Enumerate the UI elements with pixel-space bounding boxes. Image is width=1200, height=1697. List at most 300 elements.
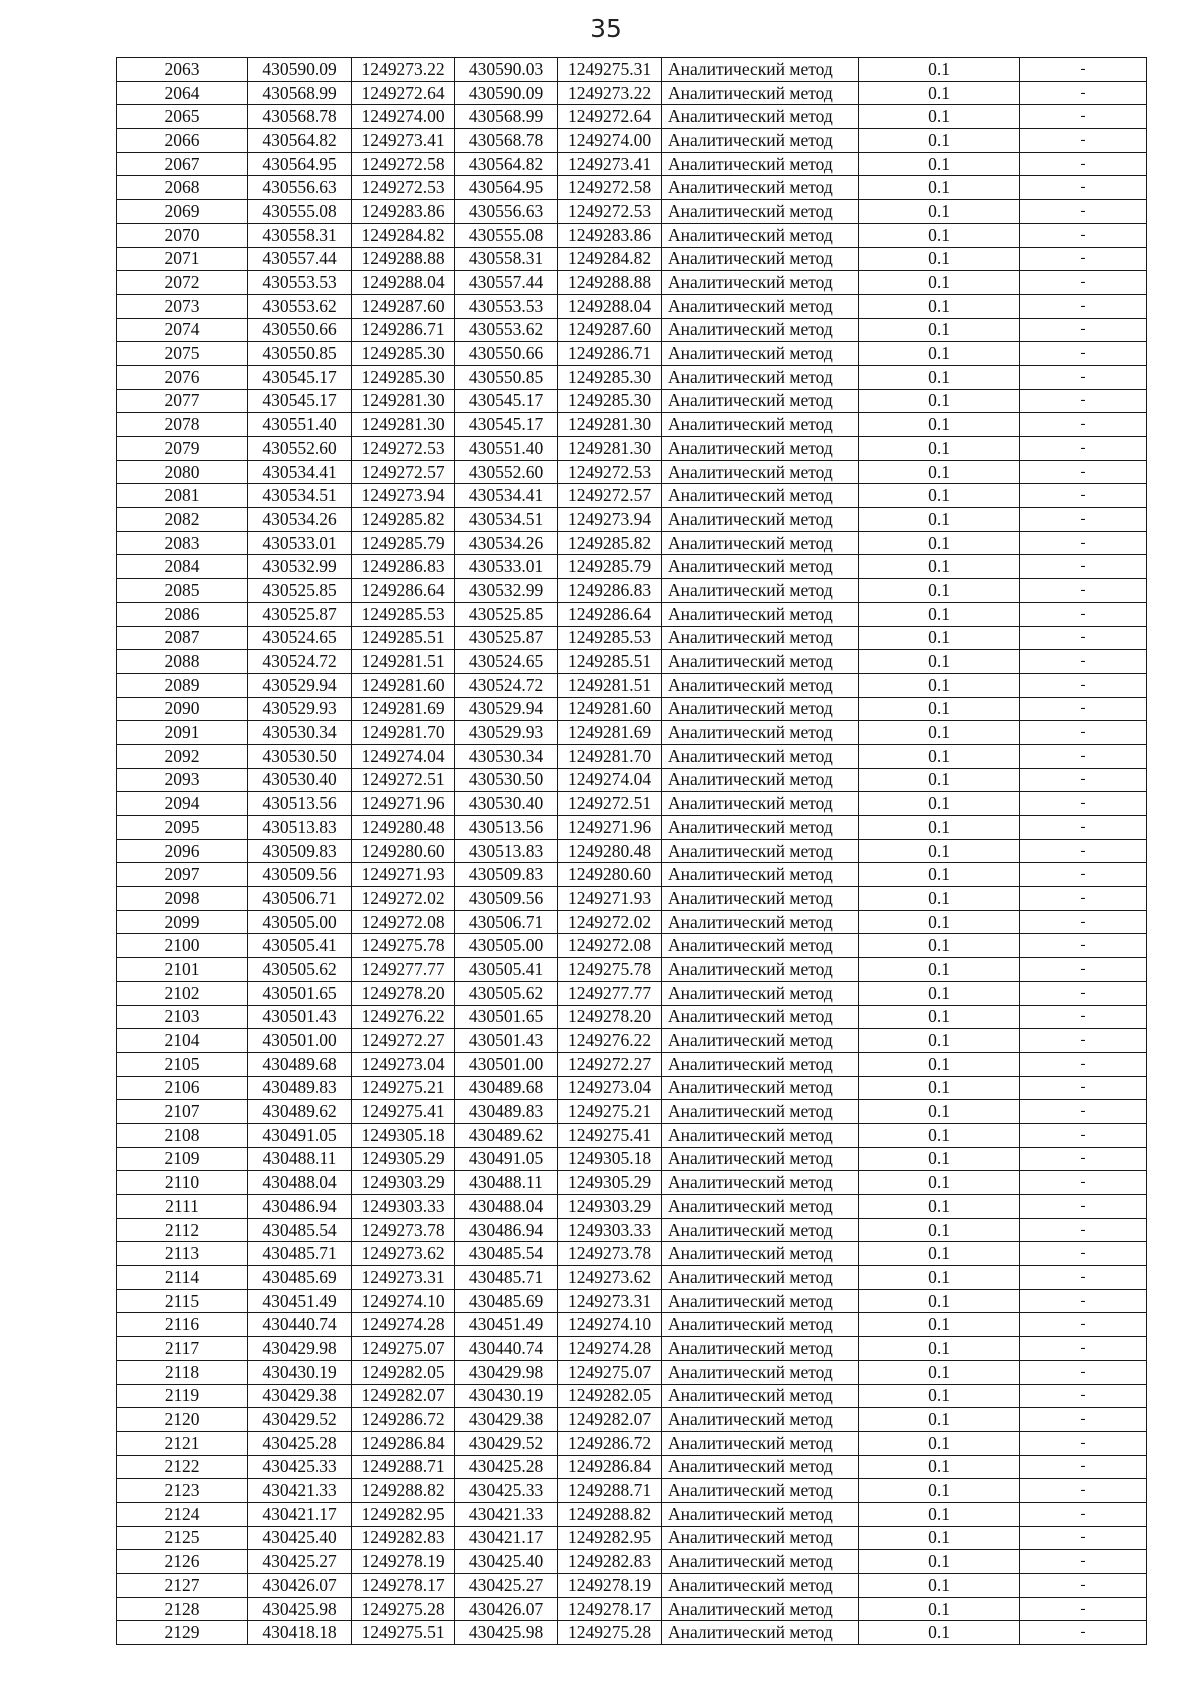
prev-x-coordinate-cell: 430545.17 xyxy=(455,413,558,437)
point-number-cell: 2093 xyxy=(117,768,248,792)
accuracy-cell: 0.1 xyxy=(859,1218,1020,1242)
page-number: 35 xyxy=(590,14,622,43)
accuracy-cell: 0.1 xyxy=(859,437,1020,461)
prev-y-coordinate-cell: 1249288.71 xyxy=(558,1479,662,1503)
point-number-cell: 2121 xyxy=(117,1431,248,1455)
prev-y-coordinate-cell: 1249273.22 xyxy=(558,81,662,105)
y-coordinate-cell: 1249275.07 xyxy=(352,1337,455,1361)
y-coordinate-cell: 1249275.51 xyxy=(352,1621,455,1645)
x-coordinate-cell: 430505.62 xyxy=(248,958,352,982)
accuracy-cell: 0.1 xyxy=(859,81,1020,105)
accuracy-cell: 0.1 xyxy=(859,176,1020,200)
accuracy-cell: 0.1 xyxy=(859,1574,1020,1598)
y-coordinate-cell: 1249273.04 xyxy=(352,1052,455,1076)
y-coordinate-cell: 1249287.60 xyxy=(352,294,455,318)
note-cell: - xyxy=(1020,744,1147,768)
prev-x-coordinate-cell: 430429.38 xyxy=(455,1408,558,1432)
x-coordinate-cell: 430488.11 xyxy=(248,1147,352,1171)
table-row xyxy=(117,81,1147,105)
y-coordinate-cell: 1249285.79 xyxy=(352,531,455,555)
prev-x-coordinate-cell: 430425.33 xyxy=(455,1479,558,1503)
prev-y-coordinate-cell: 1249272.53 xyxy=(558,200,662,224)
prev-x-coordinate-cell: 430429.98 xyxy=(455,1360,558,1384)
method-cell: Аналитический метод xyxy=(662,1360,859,1384)
x-coordinate-cell: 430534.41 xyxy=(248,460,352,484)
y-coordinate-cell: 1249284.82 xyxy=(352,223,455,247)
prev-x-coordinate-cell: 430489.83 xyxy=(455,1100,558,1124)
prev-x-coordinate-cell: 430513.56 xyxy=(455,816,558,840)
method-cell: Аналитический метод xyxy=(662,579,859,603)
table-row xyxy=(117,1266,1147,1290)
x-coordinate-cell: 430530.34 xyxy=(248,721,352,745)
prev-y-coordinate-cell: 1249305.18 xyxy=(558,1147,662,1171)
method-cell: Аналитический метод xyxy=(662,1574,859,1598)
prev-x-coordinate-cell: 430564.95 xyxy=(455,176,558,200)
prev-y-coordinate-cell: 1249271.96 xyxy=(558,816,662,840)
accuracy-cell: 0.1 xyxy=(859,271,1020,295)
note-cell: - xyxy=(1020,176,1147,200)
y-coordinate-cell: 1249274.00 xyxy=(352,105,455,129)
point-number-cell: 2126 xyxy=(117,1550,248,1574)
accuracy-cell: 0.1 xyxy=(859,579,1020,603)
accuracy-cell: 0.1 xyxy=(859,1526,1020,1550)
prev-x-coordinate-cell: 430425.40 xyxy=(455,1550,558,1574)
prev-y-coordinate-cell: 1249281.69 xyxy=(558,721,662,745)
y-coordinate-cell: 1249285.30 xyxy=(352,365,455,389)
note-cell: - xyxy=(1020,981,1147,1005)
x-coordinate-cell: 430505.41 xyxy=(248,934,352,958)
prev-x-coordinate-cell: 430421.17 xyxy=(455,1526,558,1550)
method-cell: Аналитический метод xyxy=(662,1313,859,1337)
table-row xyxy=(117,816,1147,840)
method-cell: Аналитический метод xyxy=(662,816,859,840)
table-row xyxy=(117,1076,1147,1100)
prev-x-coordinate-cell: 430550.85 xyxy=(455,365,558,389)
table-row xyxy=(117,1337,1147,1361)
prev-x-coordinate-cell: 430425.28 xyxy=(455,1455,558,1479)
note-cell: - xyxy=(1020,508,1147,532)
point-number-cell: 2128 xyxy=(117,1597,248,1621)
method-cell: Аналитический метод xyxy=(662,1384,859,1408)
accuracy-cell: 0.1 xyxy=(859,1123,1020,1147)
method-cell: Аналитический метод xyxy=(662,1479,859,1503)
table-row xyxy=(117,555,1147,579)
method-cell: Аналитический метод xyxy=(662,1242,859,1266)
accuracy-cell: 0.1 xyxy=(859,105,1020,129)
prev-y-coordinate-cell: 1249282.83 xyxy=(558,1550,662,1574)
method-cell: Аналитический метод xyxy=(662,887,859,911)
method-cell: Аналитический метод xyxy=(662,626,859,650)
prev-x-coordinate-cell: 430590.03 xyxy=(455,58,558,82)
prev-x-coordinate-cell: 430534.41 xyxy=(455,484,558,508)
y-coordinate-cell: 1249282.95 xyxy=(352,1502,455,1526)
y-coordinate-cell: 1249285.82 xyxy=(352,508,455,532)
accuracy-cell: 0.1 xyxy=(859,1100,1020,1124)
prev-y-coordinate-cell: 1249281.60 xyxy=(558,697,662,721)
method-cell: Аналитический метод xyxy=(662,792,859,816)
table-row xyxy=(117,342,1147,366)
x-coordinate-cell: 430568.78 xyxy=(248,105,352,129)
method-cell: Аналитический метод xyxy=(662,1289,859,1313)
method-cell: Аналитический метод xyxy=(662,176,859,200)
method-cell: Аналитический метод xyxy=(662,58,859,82)
x-coordinate-cell: 430486.94 xyxy=(248,1195,352,1219)
x-coordinate-cell: 430509.56 xyxy=(248,863,352,887)
x-coordinate-cell: 430529.93 xyxy=(248,697,352,721)
point-number-cell: 2094 xyxy=(117,792,248,816)
table-row xyxy=(117,413,1147,437)
y-coordinate-cell: 1249286.71 xyxy=(352,318,455,342)
prev-y-coordinate-cell: 1249276.22 xyxy=(558,1029,662,1053)
accuracy-cell: 0.1 xyxy=(859,744,1020,768)
y-coordinate-cell: 1249273.22 xyxy=(352,58,455,82)
prev-x-coordinate-cell: 430525.87 xyxy=(455,626,558,650)
accuracy-cell: 0.1 xyxy=(859,223,1020,247)
prev-y-coordinate-cell: 1249281.30 xyxy=(558,413,662,437)
y-coordinate-cell: 1249273.94 xyxy=(352,484,455,508)
x-coordinate-cell: 430426.07 xyxy=(248,1574,352,1598)
table-row xyxy=(117,1029,1147,1053)
y-coordinate-cell: 1249281.70 xyxy=(352,721,455,745)
table-row xyxy=(117,1360,1147,1384)
y-coordinate-cell: 1249275.28 xyxy=(352,1597,455,1621)
method-cell: Аналитический метод xyxy=(662,981,859,1005)
prev-y-coordinate-cell: 1249288.82 xyxy=(558,1502,662,1526)
point-number-cell: 2106 xyxy=(117,1076,248,1100)
method-cell: Аналитический метод xyxy=(662,1431,859,1455)
accuracy-cell: 0.1 xyxy=(859,792,1020,816)
accuracy-cell: 0.1 xyxy=(859,1621,1020,1645)
x-coordinate-cell: 430532.99 xyxy=(248,555,352,579)
prev-y-coordinate-cell: 1249280.48 xyxy=(558,839,662,863)
point-number-cell: 2112 xyxy=(117,1218,248,1242)
prev-x-coordinate-cell: 430524.72 xyxy=(455,673,558,697)
prev-x-coordinate-cell: 430485.71 xyxy=(455,1266,558,1290)
accuracy-cell: 0.1 xyxy=(859,1313,1020,1337)
x-coordinate-cell: 430425.33 xyxy=(248,1455,352,1479)
table-row xyxy=(117,650,1147,674)
note-cell: - xyxy=(1020,1597,1147,1621)
accuracy-cell: 0.1 xyxy=(859,1360,1020,1384)
x-coordinate-cell: 430525.85 xyxy=(248,579,352,603)
note-cell: - xyxy=(1020,1100,1147,1124)
note-cell: - xyxy=(1020,365,1147,389)
note-cell: - xyxy=(1020,1337,1147,1361)
table-row xyxy=(117,697,1147,721)
prev-x-coordinate-cell: 430545.17 xyxy=(455,389,558,413)
prev-x-coordinate-cell: 430488.04 xyxy=(455,1195,558,1219)
accuracy-cell: 0.1 xyxy=(859,768,1020,792)
accuracy-cell: 0.1 xyxy=(859,294,1020,318)
x-coordinate-cell: 430555.08 xyxy=(248,200,352,224)
point-number-cell: 2111 xyxy=(117,1195,248,1219)
table-row xyxy=(117,1384,1147,1408)
x-coordinate-cell: 430530.40 xyxy=(248,768,352,792)
point-number-cell: 2066 xyxy=(117,129,248,153)
method-cell: Аналитический метод xyxy=(662,1526,859,1550)
prev-y-coordinate-cell: 1249282.05 xyxy=(558,1384,662,1408)
table-row xyxy=(117,1052,1147,1076)
table-row xyxy=(117,152,1147,176)
method-cell: Аналитический метод xyxy=(662,1147,859,1171)
point-number-cell: 2077 xyxy=(117,389,248,413)
prev-x-coordinate-cell: 430485.69 xyxy=(455,1289,558,1313)
point-number-cell: 2064 xyxy=(117,81,248,105)
note-cell: - xyxy=(1020,555,1147,579)
point-number-cell: 2074 xyxy=(117,318,248,342)
x-coordinate-cell: 430421.33 xyxy=(248,1479,352,1503)
note-cell: - xyxy=(1020,1479,1147,1503)
note-cell: - xyxy=(1020,1550,1147,1574)
table-row xyxy=(117,1597,1147,1621)
table-row xyxy=(117,389,1147,413)
method-cell: Аналитический метод xyxy=(662,910,859,934)
method-cell: Аналитический метод xyxy=(662,247,859,271)
y-coordinate-cell: 1249271.96 xyxy=(352,792,455,816)
prev-x-coordinate-cell: 430556.63 xyxy=(455,200,558,224)
method-cell: Аналитический метод xyxy=(662,1455,859,1479)
prev-x-coordinate-cell: 430501.00 xyxy=(455,1052,558,1076)
y-coordinate-cell: 1249273.78 xyxy=(352,1218,455,1242)
note-cell: - xyxy=(1020,1621,1147,1645)
prev-y-coordinate-cell: 1249281.70 xyxy=(558,744,662,768)
x-coordinate-cell: 430557.44 xyxy=(248,247,352,271)
point-number-cell: 2129 xyxy=(117,1621,248,1645)
table-row xyxy=(117,58,1147,82)
accuracy-cell: 0.1 xyxy=(859,1455,1020,1479)
prev-y-coordinate-cell: 1249285.30 xyxy=(558,365,662,389)
table-row xyxy=(117,508,1147,532)
point-number-cell: 2063 xyxy=(117,58,248,82)
note-cell: - xyxy=(1020,697,1147,721)
x-coordinate-cell: 430564.95 xyxy=(248,152,352,176)
point-number-cell: 2073 xyxy=(117,294,248,318)
y-coordinate-cell: 1249286.72 xyxy=(352,1408,455,1432)
x-coordinate-cell: 430556.63 xyxy=(248,176,352,200)
accuracy-cell: 0.1 xyxy=(859,1597,1020,1621)
table-row xyxy=(117,1218,1147,1242)
prev-x-coordinate-cell: 430555.08 xyxy=(455,223,558,247)
accuracy-cell: 0.1 xyxy=(859,413,1020,437)
x-coordinate-cell: 430524.65 xyxy=(248,626,352,650)
note-cell: - xyxy=(1020,1360,1147,1384)
note-cell: - xyxy=(1020,721,1147,745)
method-cell: Аналитический метод xyxy=(662,697,859,721)
x-coordinate-cell: 430425.40 xyxy=(248,1526,352,1550)
method-cell: Аналитический метод xyxy=(662,508,859,532)
x-coordinate-cell: 430509.83 xyxy=(248,839,352,863)
prev-y-coordinate-cell: 1249287.60 xyxy=(558,318,662,342)
accuracy-cell: 0.1 xyxy=(859,1502,1020,1526)
y-coordinate-cell: 1249281.30 xyxy=(352,389,455,413)
note-cell: - xyxy=(1020,342,1147,366)
method-cell: Аналитический метод xyxy=(662,1337,859,1361)
method-cell: Аналитический метод xyxy=(662,318,859,342)
point-number-cell: 2101 xyxy=(117,958,248,982)
note-cell: - xyxy=(1020,958,1147,982)
note-cell: - xyxy=(1020,1147,1147,1171)
prev-x-coordinate-cell: 430501.43 xyxy=(455,1029,558,1053)
y-coordinate-cell: 1249281.30 xyxy=(352,413,455,437)
x-coordinate-cell: 430501.43 xyxy=(248,1005,352,1029)
note-cell: - xyxy=(1020,579,1147,603)
note-cell: - xyxy=(1020,1455,1147,1479)
y-coordinate-cell: 1249282.83 xyxy=(352,1526,455,1550)
point-number-cell: 2067 xyxy=(117,152,248,176)
table-row xyxy=(117,437,1147,461)
method-cell: Аналитический метод xyxy=(662,863,859,887)
prev-y-coordinate-cell: 1249303.29 xyxy=(558,1195,662,1219)
y-coordinate-cell: 1249272.51 xyxy=(352,768,455,792)
table-row xyxy=(117,673,1147,697)
y-coordinate-cell: 1249273.31 xyxy=(352,1266,455,1290)
x-coordinate-cell: 430430.19 xyxy=(248,1360,352,1384)
accuracy-cell: 0.1 xyxy=(859,1076,1020,1100)
prev-y-coordinate-cell: 1249286.71 xyxy=(558,342,662,366)
prev-y-coordinate-cell: 1249278.19 xyxy=(558,1574,662,1598)
table-row xyxy=(117,910,1147,934)
table-row xyxy=(117,200,1147,224)
prev-x-coordinate-cell: 430425.27 xyxy=(455,1574,558,1598)
accuracy-cell: 0.1 xyxy=(859,839,1020,863)
table-row xyxy=(117,1479,1147,1503)
note-cell: - xyxy=(1020,673,1147,697)
point-number-cell: 2071 xyxy=(117,247,248,271)
x-coordinate-cell: 430553.53 xyxy=(248,271,352,295)
x-coordinate-cell: 430529.94 xyxy=(248,673,352,697)
point-number-cell: 2109 xyxy=(117,1147,248,1171)
y-coordinate-cell: 1249274.28 xyxy=(352,1313,455,1337)
prev-y-coordinate-cell: 1249280.60 xyxy=(558,863,662,887)
table-row xyxy=(117,484,1147,508)
accuracy-cell: 0.1 xyxy=(859,816,1020,840)
point-number-cell: 2086 xyxy=(117,602,248,626)
method-cell: Аналитический метод xyxy=(662,460,859,484)
x-coordinate-cell: 430485.71 xyxy=(248,1242,352,1266)
x-coordinate-cell: 430551.40 xyxy=(248,413,352,437)
prev-x-coordinate-cell: 430485.54 xyxy=(455,1242,558,1266)
note-cell: - xyxy=(1020,437,1147,461)
prev-x-coordinate-cell: 430530.40 xyxy=(455,792,558,816)
note-cell: - xyxy=(1020,1123,1147,1147)
prev-y-coordinate-cell: 1249272.02 xyxy=(558,910,662,934)
table-row xyxy=(117,1455,1147,1479)
prev-x-coordinate-cell: 430505.00 xyxy=(455,934,558,958)
note-cell: - xyxy=(1020,792,1147,816)
note-cell: - xyxy=(1020,531,1147,555)
note-cell: - xyxy=(1020,294,1147,318)
prev-x-coordinate-cell: 430532.99 xyxy=(455,579,558,603)
x-coordinate-cell: 430533.01 xyxy=(248,531,352,555)
accuracy-cell: 0.1 xyxy=(859,365,1020,389)
y-coordinate-cell: 1249283.86 xyxy=(352,200,455,224)
method-cell: Аналитический метод xyxy=(662,1052,859,1076)
y-coordinate-cell: 1249278.17 xyxy=(352,1574,455,1598)
table-row xyxy=(117,958,1147,982)
prev-y-coordinate-cell: 1249281.51 xyxy=(558,673,662,697)
x-coordinate-cell: 430440.74 xyxy=(248,1313,352,1337)
point-number-cell: 2115 xyxy=(117,1289,248,1313)
prev-x-coordinate-cell: 430558.31 xyxy=(455,247,558,271)
prev-x-coordinate-cell: 430501.65 xyxy=(455,1005,558,1029)
accuracy-cell: 0.1 xyxy=(859,129,1020,153)
point-number-cell: 2119 xyxy=(117,1384,248,1408)
point-number-cell: 2105 xyxy=(117,1052,248,1076)
note-cell: - xyxy=(1020,318,1147,342)
point-number-cell: 2114 xyxy=(117,1266,248,1290)
accuracy-cell: 0.1 xyxy=(859,626,1020,650)
y-coordinate-cell: 1249277.77 xyxy=(352,958,455,982)
prev-x-coordinate-cell: 430551.40 xyxy=(455,437,558,461)
method-cell: Аналитический метод xyxy=(662,602,859,626)
point-number-cell: 2090 xyxy=(117,697,248,721)
x-coordinate-cell: 430489.62 xyxy=(248,1100,352,1124)
note-cell: - xyxy=(1020,484,1147,508)
y-coordinate-cell: 1249274.04 xyxy=(352,744,455,768)
x-coordinate-cell: 430524.72 xyxy=(248,650,352,674)
table-row xyxy=(117,1289,1147,1313)
point-number-cell: 2098 xyxy=(117,887,248,911)
prev-y-coordinate-cell: 1249272.57 xyxy=(558,484,662,508)
x-coordinate-cell: 430568.99 xyxy=(248,81,352,105)
prev-x-coordinate-cell: 430509.56 xyxy=(455,887,558,911)
point-number-cell: 2100 xyxy=(117,934,248,958)
y-coordinate-cell: 1249273.62 xyxy=(352,1242,455,1266)
table-row xyxy=(117,1123,1147,1147)
accuracy-cell: 0.1 xyxy=(859,1289,1020,1313)
point-number-cell: 2127 xyxy=(117,1574,248,1598)
table-row xyxy=(117,271,1147,295)
note-cell: - xyxy=(1020,816,1147,840)
note-cell: - xyxy=(1020,1242,1147,1266)
table-row xyxy=(117,294,1147,318)
method-cell: Аналитический метод xyxy=(662,1195,859,1219)
prev-x-coordinate-cell: 430552.60 xyxy=(455,460,558,484)
y-coordinate-cell: 1249288.04 xyxy=(352,271,455,295)
note-cell: - xyxy=(1020,223,1147,247)
y-coordinate-cell: 1249303.29 xyxy=(352,1171,455,1195)
point-number-cell: 2110 xyxy=(117,1171,248,1195)
prev-x-coordinate-cell: 430553.53 xyxy=(455,294,558,318)
method-cell: Аналитический метод xyxy=(662,768,859,792)
note-cell: - xyxy=(1020,460,1147,484)
point-number-cell: 2083 xyxy=(117,531,248,555)
y-coordinate-cell: 1249272.02 xyxy=(352,887,455,911)
table-row xyxy=(117,579,1147,603)
prev-x-coordinate-cell: 430491.05 xyxy=(455,1147,558,1171)
note-cell: - xyxy=(1020,58,1147,82)
prev-y-coordinate-cell: 1249286.64 xyxy=(558,602,662,626)
method-cell: Аналитический метод xyxy=(662,105,859,129)
note-cell: - xyxy=(1020,602,1147,626)
prev-y-coordinate-cell: 1249272.51 xyxy=(558,792,662,816)
prev-y-coordinate-cell: 1249285.79 xyxy=(558,555,662,579)
accuracy-cell: 0.1 xyxy=(859,531,1020,555)
y-coordinate-cell: 1249286.84 xyxy=(352,1431,455,1455)
table-row xyxy=(117,1171,1147,1195)
note-cell: - xyxy=(1020,105,1147,129)
accuracy-cell: 0.1 xyxy=(859,200,1020,224)
note-cell: - xyxy=(1020,1029,1147,1053)
x-coordinate-cell: 430485.69 xyxy=(248,1266,352,1290)
y-coordinate-cell: 1249288.82 xyxy=(352,1479,455,1503)
prev-y-coordinate-cell: 1249271.93 xyxy=(558,887,662,911)
note-cell: - xyxy=(1020,650,1147,674)
x-coordinate-cell: 430534.51 xyxy=(248,484,352,508)
point-number-cell: 2065 xyxy=(117,105,248,129)
prev-y-coordinate-cell: 1249274.10 xyxy=(558,1313,662,1337)
accuracy-cell: 0.1 xyxy=(859,673,1020,697)
